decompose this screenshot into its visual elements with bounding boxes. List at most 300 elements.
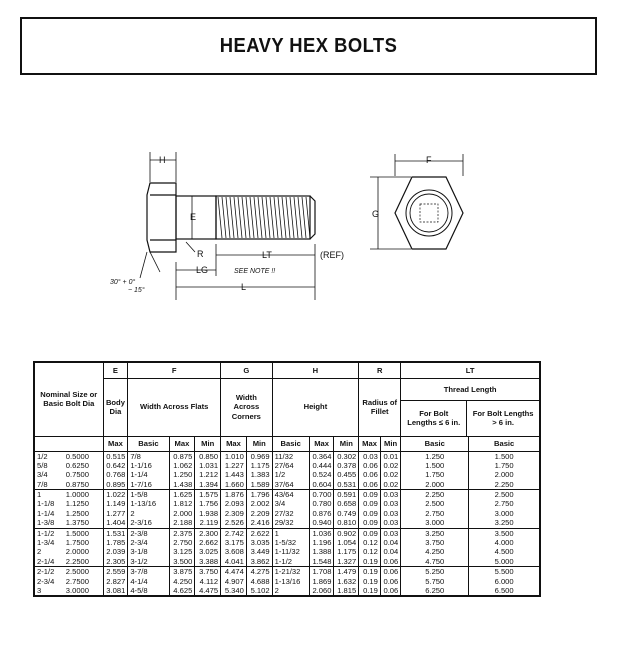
cell-value: 2.093	[224, 499, 244, 509]
header-F-basic: Basic	[128, 436, 169, 451]
cell-value: 0.02	[383, 479, 399, 489]
cell-value: 1.054	[337, 538, 357, 548]
cell-value: 3.035	[250, 538, 270, 548]
cell-value: 5.000	[494, 556, 514, 566]
cell-value: 1.036	[312, 528, 332, 538]
table-cell	[359, 567, 381, 597]
nominal-decimal: 2.0000	[65, 547, 89, 557]
cell-value: 1.010	[224, 451, 244, 461]
cell-value: 3/4	[274, 499, 286, 509]
cell-value: 0.768	[106, 470, 126, 480]
cell-value: 4.112	[199, 576, 219, 586]
nominal-fraction: 1	[37, 490, 42, 500]
cell-value: 2.000	[173, 508, 193, 518]
header-R-max: Max	[359, 436, 381, 451]
cell-value: 0.09	[363, 528, 378, 538]
header-LT-basic-gt6: Basic	[469, 436, 540, 451]
cell-value: 3.500	[494, 528, 514, 538]
table-cell	[380, 567, 400, 597]
nominal-decimal: 1.7500	[65, 538, 89, 548]
table-cell	[309, 528, 334, 567]
cell-value: 1.250	[173, 470, 193, 480]
table-cell	[103, 451, 128, 490]
cell-value: 1.212	[199, 470, 219, 480]
cell-value: 0.09	[363, 499, 378, 509]
table-cell	[246, 567, 272, 597]
header-le6: For Bolt Lengths ≤ 6 in.	[401, 401, 467, 436]
cell-value: 0.03	[383, 528, 399, 538]
header-H-min: Min	[334, 436, 359, 451]
cell-value: 5.250	[425, 567, 445, 577]
label-G: G	[372, 209, 380, 219]
title-box	[20, 17, 597, 75]
table-cell	[380, 528, 400, 567]
cell-value: 4.500	[494, 547, 514, 557]
cell-value: 0.03	[383, 499, 399, 509]
cell-value: 1.815	[337, 585, 357, 595]
header-LT-basic-le6: Basic	[401, 436, 469, 451]
table-cell	[272, 490, 309, 529]
cell-value: 1-21/32	[274, 567, 301, 577]
cell-value: 3-1/8	[130, 547, 148, 557]
cell-value: 0.455	[337, 470, 357, 480]
cell-value: 6.000	[494, 576, 514, 586]
cell-value: 0.876	[312, 508, 332, 518]
table-cell	[169, 490, 195, 529]
nominal-size-line	[37, 577, 101, 586]
cell-value: 1.500	[425, 460, 445, 470]
cell-value: 2-3/16	[130, 518, 152, 528]
cell-value: 0.09	[363, 490, 378, 500]
table-row-group	[34, 490, 540, 529]
label-LG: LG	[196, 265, 209, 275]
header-R-min: Min	[380, 436, 400, 451]
cell-value: 1.708	[312, 567, 332, 577]
nominal-decimal: 1.0000	[65, 490, 89, 500]
cell-value: 2.250	[425, 490, 445, 500]
nominal-fraction: 1-3/8	[37, 518, 55, 528]
cell-value: 1.149	[106, 499, 126, 509]
cell-value: 0.12	[363, 538, 378, 548]
nominal-fraction: 5/8	[37, 460, 48, 470]
cell-value: 1-5/8	[130, 490, 148, 500]
cell-value: 1.876	[224, 490, 244, 500]
cell-value: 0.01	[383, 451, 399, 461]
cell-value: 1.531	[106, 528, 126, 538]
table-cell	[246, 490, 272, 529]
table-cell	[128, 528, 169, 567]
nominal-decimal: 1.1250	[65, 499, 89, 509]
cell-value: 2.662	[199, 538, 219, 548]
nominal-size-line	[37, 557, 101, 566]
bolt-end-view	[395, 177, 463, 249]
table-cell	[272, 528, 309, 567]
cell-value: 2.188	[173, 518, 193, 528]
cell-value: 1.575	[199, 490, 219, 500]
cell-value: 4-1/4	[130, 576, 148, 586]
nominal-decimal: 0.6250	[65, 460, 89, 470]
table-row-group	[34, 567, 540, 597]
cell-value: 0.642	[106, 460, 126, 470]
cell-value: 1.031	[199, 460, 219, 470]
table-body	[34, 451, 540, 596]
table-cell	[401, 490, 469, 529]
cell-value: 0.700	[312, 490, 332, 500]
cell-value: 0.524	[312, 470, 332, 480]
cell-value: 3.862	[250, 556, 270, 566]
nominal-size-line	[37, 529, 101, 538]
header-F: F	[128, 362, 221, 378]
header-radius: Radius of Fillet	[359, 378, 401, 436]
nominal-decimal: 2.2500	[65, 556, 89, 566]
cell-value: 1.175	[337, 547, 357, 557]
cell-value: 3.250	[494, 518, 514, 528]
cell-value: 2.750	[494, 499, 514, 509]
cell-value: 1-13/16	[130, 499, 157, 509]
cell-value: 0.03	[383, 490, 399, 500]
table-cell	[128, 451, 169, 490]
label-LT: LT	[262, 250, 272, 260]
table-cell	[401, 567, 469, 597]
cell-value: 3-1/2	[130, 556, 148, 566]
table-cell	[309, 567, 334, 597]
label-see-note: SEE NOTE !!	[234, 268, 276, 275]
cell-value: 4.041	[224, 556, 244, 566]
table-cell	[169, 528, 195, 567]
cell-value: 1-1/4	[130, 470, 148, 480]
cell-value: 3.250	[425, 528, 445, 538]
header-width-flats: Width Across Flats	[128, 378, 221, 436]
nominal-fraction: 2	[37, 547, 42, 557]
cell-value: 1.022	[106, 490, 126, 500]
cell-value: 1.625	[173, 490, 193, 500]
cell-value: 2-3/8	[130, 528, 148, 538]
cell-value: 3.875	[173, 567, 193, 577]
cell-value: 2	[130, 508, 135, 518]
header-blank	[34, 436, 103, 451]
cell-value: 0.364	[312, 451, 332, 461]
cell-nominal-size	[34, 451, 103, 490]
cell-value: 0.06	[383, 576, 399, 586]
nominal-decimal: 2.5000	[65, 567, 89, 577]
table-cell	[469, 451, 540, 490]
cell-value: 2.309	[224, 508, 244, 518]
cell-value: 0.06	[383, 585, 399, 595]
cell-value: 2.500	[494, 490, 514, 500]
cell-value: 3.750	[199, 567, 219, 577]
nominal-fraction: 1-1/4	[37, 508, 55, 518]
header-width-corners: Width Across Corners	[221, 378, 273, 436]
table-cell	[221, 567, 247, 597]
cell-value: 4.275	[250, 567, 270, 577]
cell-value: 0.19	[363, 567, 378, 577]
cell-value: 2.500	[425, 499, 445, 509]
cell-value: 3.000	[425, 518, 445, 528]
table-cell	[334, 567, 359, 597]
header-nominal	[34, 362, 103, 436]
nominal-decimal: 3.0000	[65, 585, 89, 595]
cell-value: 0.515	[106, 451, 126, 461]
nominal-size-line	[37, 461, 101, 470]
header-height: Height	[272, 378, 359, 436]
cell-value: 4.750	[425, 556, 445, 566]
cell-value: 0.12	[363, 547, 378, 557]
cell-value: 0.02	[383, 470, 399, 480]
nominal-fraction: 1-1/8	[37, 499, 55, 509]
cell-nominal-size	[34, 567, 103, 597]
table-cell	[469, 567, 540, 597]
nominal-fraction: 1-1/2	[37, 528, 55, 538]
cell-value: 1.438	[173, 479, 193, 489]
cell-value: 1.632	[337, 576, 357, 586]
cell-value: 37/64	[274, 479, 294, 489]
cell-value: 1.750	[425, 470, 445, 480]
cell-value: 4-5/8	[130, 585, 148, 595]
table-cell	[334, 528, 359, 567]
cell-value: 4.250	[425, 547, 445, 557]
cell-value: 1.443	[224, 470, 244, 480]
spec-table	[33, 361, 541, 597]
nominal-size-line	[37, 586, 101, 595]
label-E: E	[190, 212, 197, 222]
table-cell	[334, 490, 359, 529]
cell-value: 1.062	[173, 460, 193, 470]
table-cell	[469, 490, 540, 529]
header-row-names	[34, 378, 540, 436]
cell-value: 1.388	[312, 547, 332, 557]
nominal-fraction: 2-3/4	[37, 576, 55, 586]
cell-value: 0.19	[363, 576, 378, 586]
header-thread-length: Thread Length	[401, 379, 539, 401]
header-H-basic: Basic	[272, 436, 309, 451]
cell-value: 6.500	[494, 585, 514, 595]
cell-value: 1-7/16	[130, 479, 152, 489]
cell-value: 1.756	[199, 499, 219, 509]
cell-value: 3.000	[494, 508, 514, 518]
cell-value: 0.302	[337, 451, 357, 461]
table-cell	[221, 528, 247, 567]
cell-value: 5.500	[494, 567, 514, 577]
cell-value: 27/64	[274, 460, 294, 470]
table-cell	[246, 528, 272, 567]
table-cell	[380, 490, 400, 529]
table-cell	[221, 451, 247, 490]
cell-value: 0.06	[363, 479, 378, 489]
cell-value: 29/32	[274, 518, 294, 528]
cell-value: 0.780	[312, 499, 332, 509]
cell-value: 1.812	[173, 499, 193, 509]
cell-value: 2	[274, 585, 279, 595]
header-gt6: For Bolt Lengths > 6 in.	[472, 408, 534, 427]
label-angle-minus: − 15°	[128, 287, 145, 294]
header-nominal-text: Nominal Size or Basic Bolt Dia	[40, 389, 98, 409]
cell-value: 2.000	[425, 479, 445, 489]
cell-value: 0.19	[363, 556, 378, 566]
cell-value: 2.742	[224, 528, 244, 538]
header-R: R	[359, 362, 401, 378]
cell-value: 2.750	[173, 538, 193, 548]
cell-value: 1.479	[337, 567, 357, 577]
table-cell	[309, 451, 334, 490]
nominal-fraction: 7/8	[37, 479, 48, 489]
label-R: R	[197, 249, 204, 259]
cell-value: 1.277	[106, 508, 126, 518]
cell-value: 0.658	[337, 499, 357, 509]
page-title: HEAVY HEX BOLTS	[219, 34, 398, 57]
cell-value: 0.444	[312, 460, 332, 470]
cell-value: 2.060	[312, 585, 332, 595]
cell-value: 7/8	[130, 451, 141, 461]
table-cell	[359, 451, 381, 490]
nominal-decimal: 1.5000	[65, 528, 89, 538]
cell-value: 3.388	[199, 556, 219, 566]
cell-value: 2.209	[250, 508, 270, 518]
cell-value: 2.526	[224, 518, 244, 528]
cell-value: 3.449	[250, 547, 270, 557]
nominal-size-line	[37, 547, 101, 556]
cell-value: 1	[274, 528, 279, 538]
table-cell	[359, 528, 381, 567]
cell-value: 1.500	[494, 451, 514, 461]
cell-value: 3-7/8	[130, 567, 148, 577]
cell-value: 6.250	[425, 585, 445, 595]
cell-value: 3.081	[106, 585, 126, 595]
bolt-side-view	[147, 183, 315, 252]
nominal-fraction: 3/4	[37, 470, 48, 480]
cell-value: 4.474	[224, 567, 244, 577]
cell-value: 2.002	[250, 499, 270, 509]
cell-value: 3.175	[224, 538, 244, 548]
cell-value: 1.227	[224, 460, 244, 470]
cell-value: 0.378	[337, 460, 357, 470]
cell-value: 0.04	[383, 547, 399, 557]
nominal-size-line	[37, 452, 101, 461]
table-cell	[221, 490, 247, 529]
cell-value: 0.09	[363, 508, 378, 518]
cell-value: 0.04	[383, 538, 399, 548]
table-cell	[272, 567, 309, 597]
cell-value: 1/2	[274, 470, 286, 480]
cell-value: 0.09	[363, 518, 378, 528]
table-cell	[401, 451, 469, 490]
header-body-dia: Body Dia	[103, 378, 128, 436]
table-cell	[169, 451, 195, 490]
label-ref: (REF)	[320, 250, 344, 260]
cell-value: 2.119	[199, 518, 219, 528]
cell-value: 3.125	[173, 547, 193, 557]
table-cell	[169, 567, 195, 597]
nominal-fraction: 1-3/4	[37, 538, 55, 548]
bolt-drawing	[0, 140, 618, 300]
table-cell	[103, 490, 128, 529]
cell-value: 2.039	[106, 547, 126, 557]
table-cell	[128, 567, 169, 597]
table-cell	[195, 490, 221, 529]
header-thread-length-cell	[401, 378, 540, 436]
cell-value: 0.06	[383, 556, 399, 566]
thread-hatch	[218, 197, 310, 238]
cell-value: 2.827	[106, 576, 126, 586]
cell-value: 43/64	[274, 490, 294, 500]
cell-value: 1.938	[199, 508, 219, 518]
cell-value: 1-11/32	[274, 547, 300, 557]
cell-value: 0.591	[337, 490, 357, 500]
cell-value: 5.340	[224, 585, 244, 595]
cell-value: 2.750	[425, 508, 445, 518]
nominal-decimal: 0.5000	[65, 451, 89, 461]
header-thread-sub	[401, 401, 539, 436]
table-cell	[195, 451, 221, 490]
header-F-min: Min	[195, 436, 221, 451]
header-row-units	[34, 436, 540, 451]
nominal-size-line	[37, 490, 101, 499]
cell-value: 0.895	[106, 479, 126, 489]
cell-value: 1.869	[312, 576, 332, 586]
cell-value: 0.749	[337, 508, 357, 518]
header-E: E	[103, 362, 128, 378]
cell-value: 1-5/32	[274, 538, 297, 548]
cell-value: 4.250	[173, 576, 193, 586]
cell-value: 4.625	[173, 585, 193, 595]
table-cell	[103, 528, 128, 567]
nominal-size-line	[37, 480, 101, 489]
cell-value: 2.375	[173, 528, 193, 538]
cell-nominal-size	[34, 490, 103, 529]
table-cell	[103, 567, 128, 597]
cell-value: 1.394	[199, 479, 219, 489]
table-cell	[401, 528, 469, 567]
label-H: H	[159, 155, 166, 165]
header-G: G	[221, 362, 273, 378]
nominal-size-line	[37, 470, 101, 479]
cell-value: 2.622	[250, 528, 270, 538]
cell-value: 1.404	[106, 518, 126, 528]
header-row-symbols	[34, 362, 540, 378]
cell-value: 2.416	[250, 518, 270, 528]
cell-value: 1-1/2	[274, 556, 292, 566]
header-LT: LT	[401, 362, 540, 378]
table-cell	[359, 490, 381, 529]
cell-value: 1.175	[250, 460, 270, 470]
cell-value: 0.875	[173, 451, 193, 461]
header-E-max: Max	[103, 436, 128, 451]
nominal-fraction: 2-1/2	[37, 567, 55, 577]
nominal-size-line	[37, 509, 101, 518]
table-cell	[195, 567, 221, 597]
cell-value: 3.608	[224, 547, 244, 557]
cell-value: 27/32	[274, 508, 294, 518]
cell-value: 0.604	[312, 479, 332, 489]
table-cell	[469, 528, 540, 567]
cell-value: 0.850	[199, 451, 219, 461]
nominal-decimal: 1.2500	[65, 508, 89, 518]
cell-value: 5.750	[425, 576, 445, 586]
label-L: L	[241, 282, 247, 292]
cell-value: 3.500	[173, 556, 193, 566]
cell-value: 0.02	[383, 460, 399, 470]
header-F-max: Max	[169, 436, 195, 451]
cell-value: 4.000	[494, 538, 514, 548]
cell-value: 0.03	[383, 518, 399, 528]
nominal-size-line	[37, 518, 101, 527]
cell-value: 1.785	[106, 538, 126, 548]
header-H-max: Max	[309, 436, 334, 451]
cell-value: 0.810	[337, 518, 357, 528]
nominal-decimal: 2.7500	[65, 576, 89, 586]
cell-value: 11/32	[274, 451, 294, 461]
cell-value: 0.969	[250, 451, 270, 461]
cell-value: 3.750	[425, 538, 445, 548]
